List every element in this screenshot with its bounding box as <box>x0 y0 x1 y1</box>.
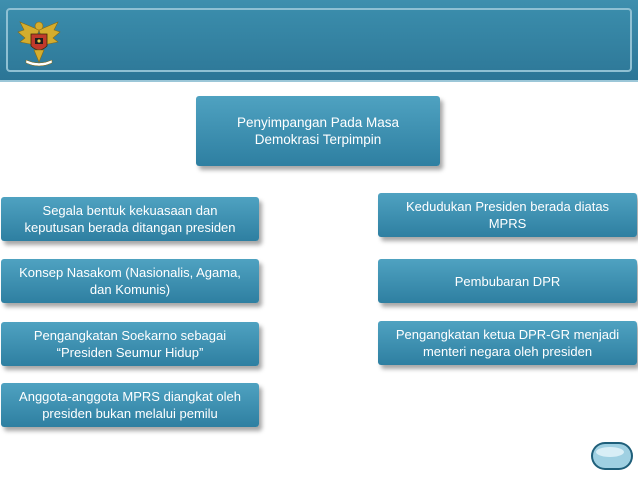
diagram-title: Penyimpangan Pada Masa Demokrasi Terpimpin <box>196 96 440 166</box>
left-item-1: Segala bentuk kekuasaan dan keputusan berada ditangan presiden <box>1 197 259 241</box>
right-item-3: Pengangkatan ketua DPR-GR menjadi menteri negara oleh presiden <box>378 321 637 365</box>
right-item-1: Kedudukan Presiden berada diatas MPRS <box>378 193 637 237</box>
left-item-3: Pengangkatan Soekarno sebagai “Presiden Seumur Hidup” <box>1 322 259 366</box>
left-item-2: Konsep Nasakom (Nasionalis, Agama, dan Komunis) <box>1 259 259 303</box>
next-slide-icon[interactable] <box>590 441 634 471</box>
right-item-2: Pembubaran DPR <box>378 259 637 303</box>
garuda-emblem-icon <box>16 16 62 68</box>
header-bar <box>0 0 638 82</box>
header-panel <box>6 8 632 72</box>
left-item-4: Anggota-anggota MPRS diangkat oleh presiden bukan melalui pemilu <box>1 383 259 427</box>
